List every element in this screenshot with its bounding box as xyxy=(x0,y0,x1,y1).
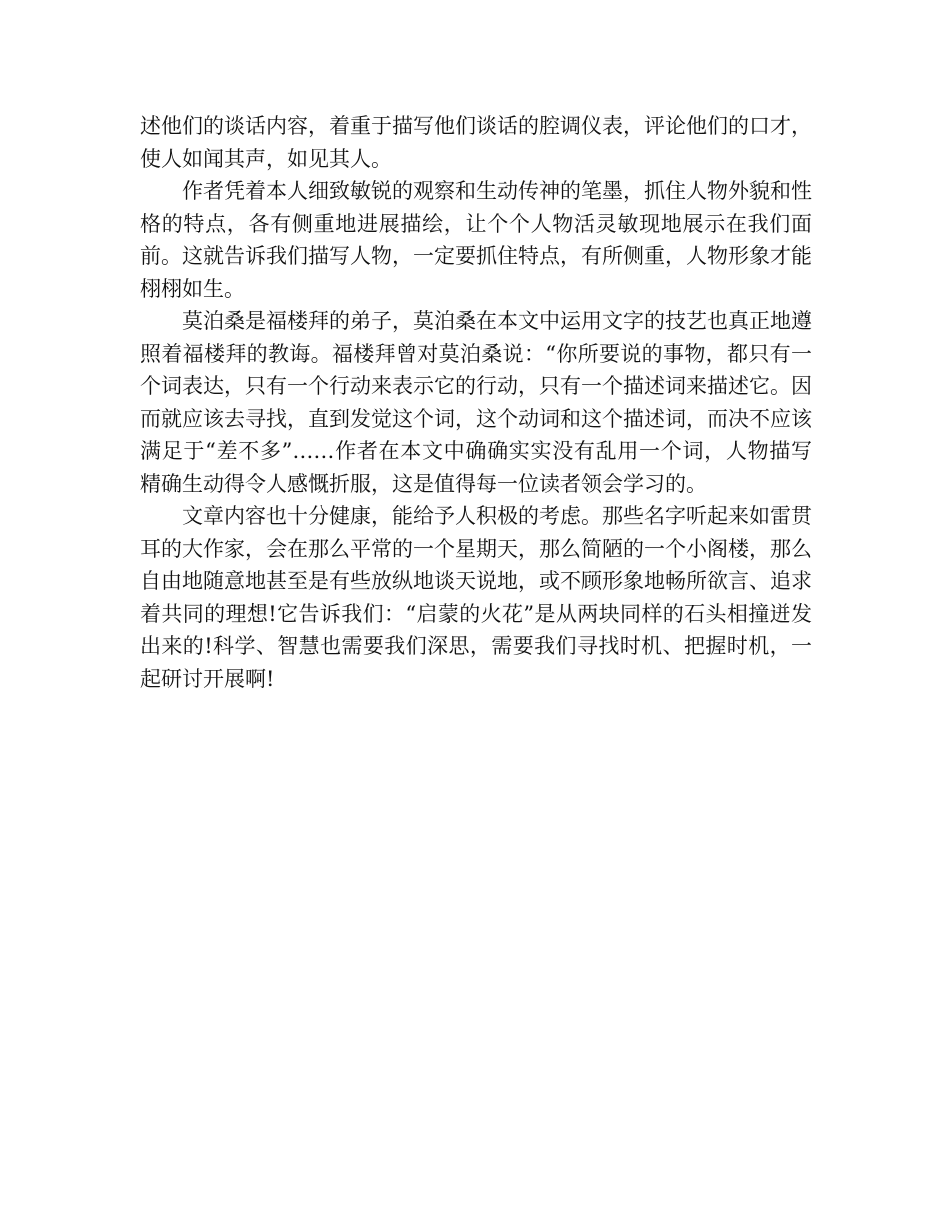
paragraph-conclusion: 文章内容也十分健康，能给予人积极的考虑。那些名字听起来如雷贯耳的大作家，会在那么平常的一个星期天，那么简陋的一个小阁楼，那么自由地随意地甚至是有些放纵地谈天说地，或不顾形象地畅所欲言、追求着共同的理想!它告诉我们：“启蒙的火花”是从两块同样的石头相撞迸发出来的!科学、智慧也需要我们深思，需要我们寻找时机、把握时机，一起研讨开展啊! xyxy=(140,504,812,691)
paragraph-continuation: 述他们的谈话内容，着重于描写他们谈话的腔调仪表，评论他们的口才，使人如闻其声，如见其人。 xyxy=(140,114,812,171)
article-body xyxy=(140,110,812,695)
paragraph-flaubert: 莫泊桑是福楼拜的弟子，莫泊桑在本文中运用文字的技艺也真正地遵照着福楼拜的教诲。福楼拜曾对莫泊桑说：“你所要说的事物，都只有一个词表达，只有一个行动来表示它的行动，只有一个描述词来描述它。因而就应该去寻找，直到发觉这个词，这个动词和这个描述词，而决不应该满足于“差不多”……作者在本文中确确实实没有乱用一个词，人物描写精确生动得令人感慨折服，这是值得每一位读者领会学习的。 xyxy=(140,309,812,496)
paragraph-observation: 作者凭着本人细致敏锐的观察和生动传神的笔墨，抓住人物外貌和性格的特点，各有侧重地进展描绘，让个个人物活灵敏现地展示在我们面前。这就告诉我们描写人物，一定要抓住特点，有所侧重，人物形象才能栩栩如生。 xyxy=(140,179,812,301)
